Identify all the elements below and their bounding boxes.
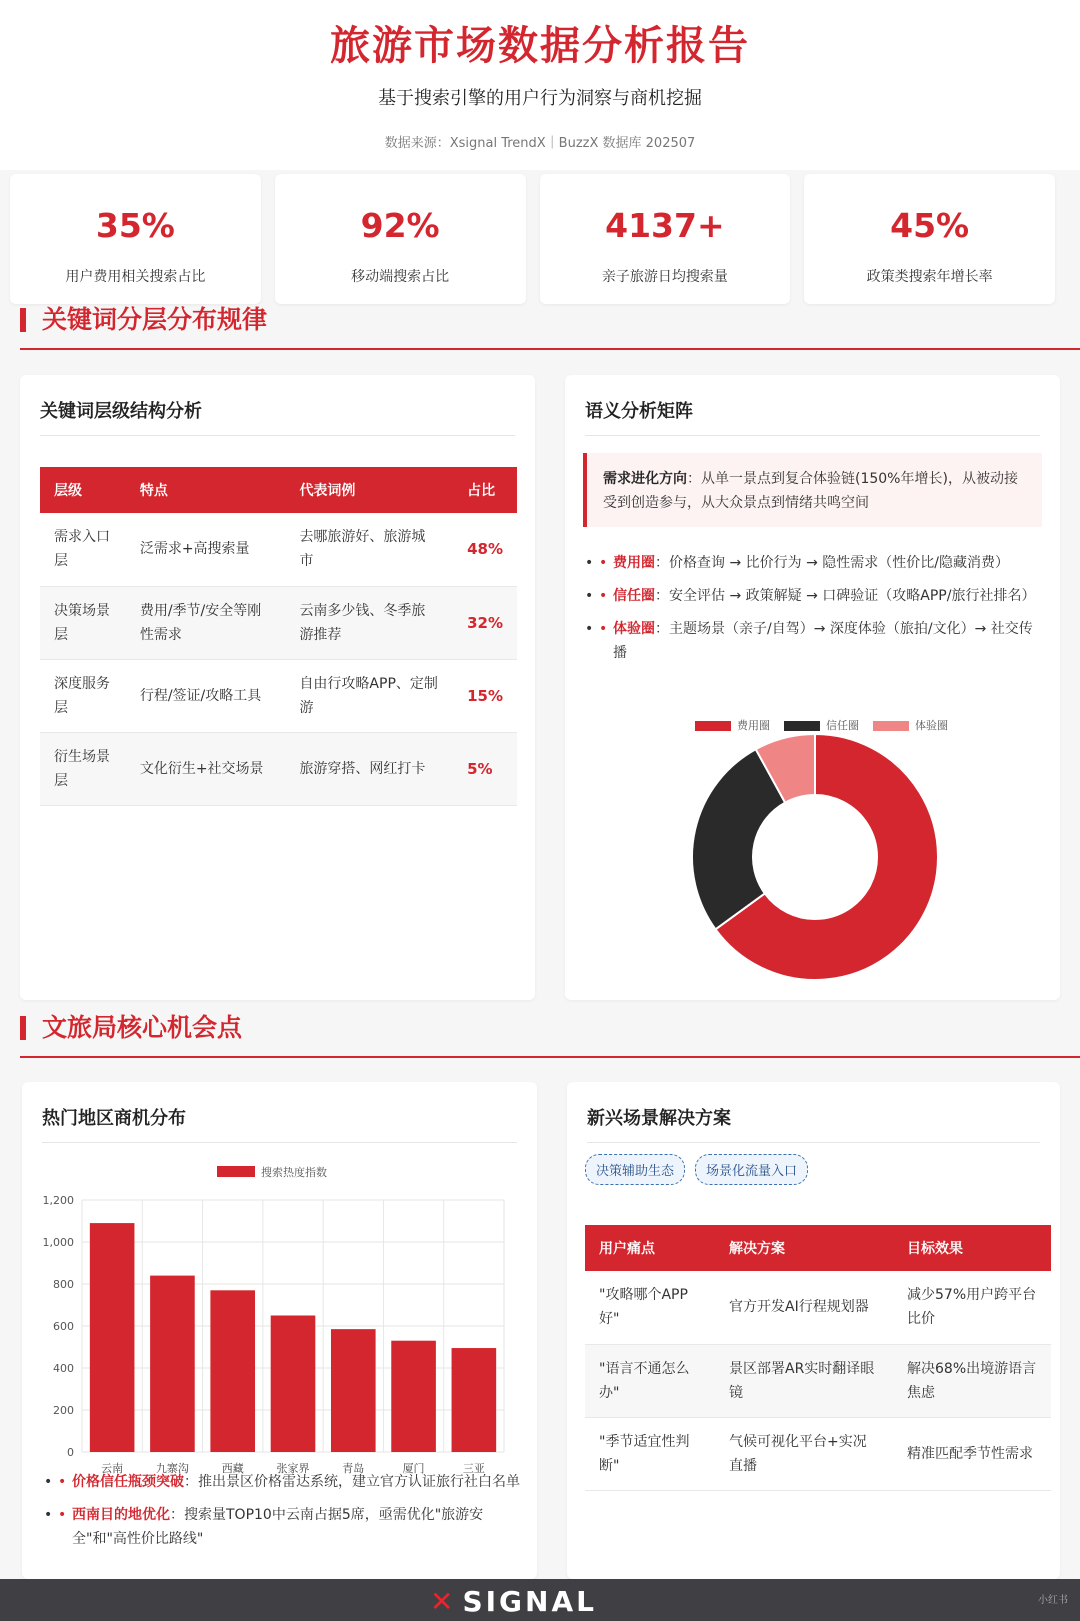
table-row [585,1271,1051,1344]
section-title: 关键词分层分布规律 [42,305,268,334]
table-row [585,1344,1051,1417]
table-cell: 精准匹配季节性需求 [893,1417,1051,1490]
stat-label: 亲子旅游日均搜索量 [601,269,728,285]
legend-swatch [217,1166,255,1177]
report-header [0,0,1080,170]
bullet-text: ：安全评估 → 政策解疑 → 口碑验证（攻略APP/旅行社排名） [655,588,1036,604]
bar-legend [217,1165,327,1179]
table-header: 用户痛点 [585,1225,715,1271]
xsignal-logo [430,1585,597,1618]
bar [271,1316,316,1453]
bullet-text: ：主题场景（亲子/自驾）→ 深度体验（旅拍/文化）→ 社交传播 [613,621,1033,661]
list-item [42,1470,522,1494]
table-cell: 费用/季节/安全等刚性需求 [126,586,286,659]
x-tick-label: 张家界 [276,1462,310,1475]
card-title: 关键词层级结构分析 [40,397,515,436]
table-cell: 需求入口层 [40,513,126,586]
table-cell: 泛需求+高搜索量 [126,513,286,586]
bullet-label: 信任圈 [613,588,655,604]
table-cell: 去哪旅游好、旅游城市 [285,513,453,586]
table-cell-percent: 32% [453,586,517,659]
x-tick-label: 九寨沟 [155,1462,189,1475]
y-tick-label: 1,000 [42,1236,74,1249]
y-tick-label: 400 [53,1362,74,1375]
stat-value: 45% [890,206,970,245]
legend-label: 体验圈 [915,719,948,732]
table-cell: "攻略哪个APP好" [585,1271,715,1344]
table-cell-percent: 15% [453,659,517,732]
stat-label: 用户费用相关搜索占比 [65,269,206,285]
solution-table [585,1225,1051,1491]
region-bar-chart [22,1160,537,1480]
card-title: 新兴场景解决方案 [587,1104,1040,1143]
table-row [40,586,517,659]
data-source: 数据来源：Xsignal TrendX｜BuzzX 数据库 202507 [384,136,696,151]
bar [391,1341,436,1452]
table-cell: 文化衍生+社交场景 [126,732,286,805]
stat-value: 4137+ [605,206,725,245]
y-tick-label: 200 [53,1404,74,1417]
scenario-solution-card [567,1082,1060,1579]
keyword-table-wrap [40,467,517,806]
y-tick-label: 600 [53,1320,74,1333]
tag: 场景化流量入口 [695,1154,808,1185]
x-tick-label: 云南 [101,1462,124,1475]
stat-value: 92% [360,206,440,245]
section-accent-bar [20,1016,26,1040]
region-bullet-list [42,1470,522,1560]
table-header: 占比 [453,467,517,513]
table-header: 解决方案 [715,1225,893,1271]
list-item [583,551,1043,575]
x-tick-label: 西藏 [221,1462,244,1475]
table-header-row [40,467,517,513]
table-cell: 行程/签证/攻略工具 [126,659,286,732]
bullet-label: 价格信任瓶颈突破 [72,1474,184,1490]
demand-evolution-callout [583,453,1042,527]
bar [150,1276,195,1452]
section-title: 文旅局核心机会点 [42,1013,243,1042]
table-cell-percent: 48% [453,513,517,586]
legend-label: 费用圈 [737,719,770,732]
bullet-text: ：搜索量TOP10中云南占据5席，亟需优化"旅游安全"和"高性价比路线" [72,1507,484,1547]
tag: 决策辅助生态 [585,1154,685,1185]
stats-row [10,174,1055,304]
table-row [585,1417,1051,1490]
table-header: 层级 [40,467,126,513]
legend-label: 信任圈 [826,719,859,732]
bullet-label: 西南目的地优化 [72,1507,170,1523]
section-heading [20,1008,1080,1058]
table-cell: "语言不通怎么办" [585,1344,715,1417]
list-item [583,584,1043,608]
table-cell: 衍生场景层 [40,732,126,805]
table-cell: 旅游穿搭、网红打卡 [285,732,453,805]
bar [452,1348,497,1452]
section-heading [20,300,1080,350]
table-header: 目标效果 [893,1225,1051,1271]
semantic-matrix-card [565,375,1060,1000]
donut-chart [565,730,1060,1000]
table-header-row [585,1225,1051,1271]
stat-value: 35% [95,206,175,245]
stat-card [275,174,526,304]
card-title: 热门地区商机分布 [42,1104,517,1143]
bullet-text: ：推出景区价格雷达系统，建立官方认证旅行社白名单 [184,1474,520,1490]
stat-label: 政策类搜索年增长率 [866,269,993,285]
table-row [40,659,517,732]
section-accent-bar [20,308,26,332]
solution-table-wrap [585,1225,1051,1491]
table-cell: 决策场景层 [40,586,126,659]
x-tick-label: 厦门 [402,1462,425,1475]
keyword-structure-card [20,375,535,1000]
list-item [583,617,1043,665]
bullet-text: ：价格查询 → 比价行为 → 隐性需求（性价比/隐藏消费） [655,555,1009,571]
table-header: 特点 [126,467,286,513]
footer-bar [0,1579,1080,1621]
bullet-label: 费用圈 [613,555,655,571]
table-row [40,513,517,586]
table-header: 代表词例 [285,467,453,513]
logo-text: SIGNAL [462,1585,597,1618]
bar [210,1290,255,1452]
bullet-label: 体验圈 [613,621,655,637]
table-cell: 景区部署AR实时翻译眼镜 [715,1344,893,1417]
report-title: 旅游市场数据分析报告 [330,23,750,69]
stat-card [804,174,1055,304]
table-cell: 深度服务层 [40,659,126,732]
report-subtitle: 基于搜索引擎的用户行为洞察与商机挖掘 [378,88,702,109]
region-opportunity-card [22,1082,537,1579]
table-cell: 气候可视化平台+实况直播 [715,1417,893,1490]
bar [90,1223,135,1452]
table-cell: 减少57%用户跨平台比价 [893,1271,1051,1344]
table-cell: "季节适宜性判断" [585,1417,715,1490]
watermark: 小红书 [1038,1595,1068,1606]
list-item [42,1503,522,1551]
table-cell: 解决68%出境游语言焦虑 [893,1344,1051,1417]
stat-card [540,174,791,304]
table-cell: 自由行攻略APP、定制游 [285,659,453,732]
legend-label: 搜索热度指数 [261,1166,327,1179]
table-cell: 官方开发AI行程规划器 [715,1271,893,1344]
stat-card [10,174,261,304]
x-tick-label: 三亚 [462,1462,485,1475]
y-tick-label: 800 [53,1278,74,1291]
table-cell-percent: 5% [453,732,517,805]
table-cell: 云南多少钱、冬季旅游推荐 [285,586,453,659]
y-tick-label: 1,200 [42,1194,74,1207]
tag-group [585,1154,808,1185]
card-title: 语义分析矩阵 [585,397,1040,436]
logo-x-icon: ✕ [430,1585,457,1618]
table-row [40,732,517,805]
bar [331,1329,376,1452]
callout-label: 需求进化方向 [603,471,687,487]
keyword-table [40,467,517,806]
callout-text: ：从单一景点到复合体验链(150%年增长)，从被动接受到创造参与，从大众景点到情绪共鸣空间 [603,471,1018,511]
y-tick-label: 0 [67,1446,74,1459]
stat-label: 移动端搜索占比 [351,269,450,285]
x-tick-label: 青岛 [342,1462,365,1475]
semantic-bullet-list [583,551,1043,674]
